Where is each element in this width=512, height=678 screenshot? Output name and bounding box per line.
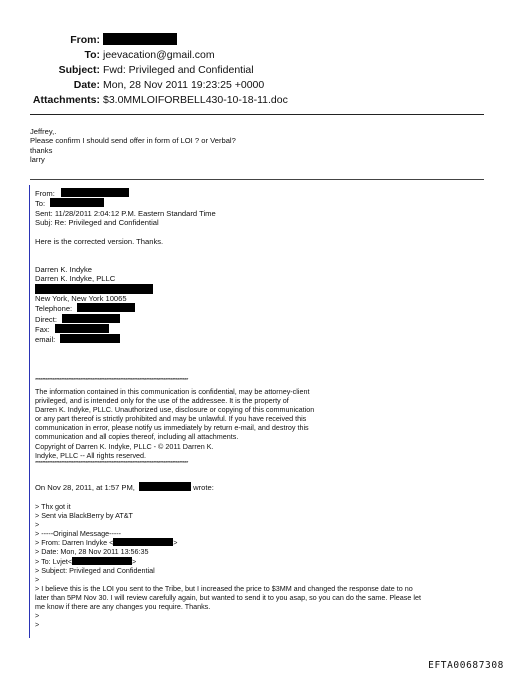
quoted-line: >: [35, 574, 40, 584]
disclaimer-line: The information contained in this communication is confidential, may be attorney-client: [35, 387, 310, 396]
quoted-line: >: [35, 520, 40, 530]
fwd-body: Here is the corrected version. Thanks.: [35, 237, 164, 246]
quote-bar: [29, 185, 30, 638]
to-value: jeevacation@gmail.com: [103, 49, 215, 61]
reply-on-suffix: wrote:: [193, 483, 214, 492]
sig-direct-redaction: [62, 314, 120, 323]
quoted-line: >: [35, 611, 40, 621]
quoted-to-text: > To: Lvjet<: [35, 556, 73, 566]
sig-name: Darren K. Indyke: [35, 265, 92, 274]
intro-line: thanks: [30, 145, 53, 155]
quoted-line: > Sent via BlackBerry by AT&T: [35, 511, 133, 521]
reply-on-prefix: On Nov 28, 2011, at 1:57 PM,: [35, 483, 135, 492]
fwd-from-label: From:: [35, 189, 55, 198]
intro-line: Jeffrey,.: [30, 127, 57, 136]
fwd-to-row: [35, 198, 216, 208]
quoted-to-row: [35, 557, 421, 566]
quoted-line: > Thx got it: [35, 502, 71, 511]
quoted-from-end: >: [173, 538, 178, 548]
intro-block: [30, 127, 236, 165]
date-label: Date:: [73, 79, 100, 91]
fwd-from-row: [35, 188, 216, 198]
disclaimer-line: or any part thereof is strictly prohibited and may be unlawful. If you have received this: [35, 414, 307, 424]
sig-firm: Darren K. Indyke, PLLC: [35, 274, 116, 284]
quoted-line: me know if there are any changes you require. Thanks.: [35, 602, 211, 612]
quoted-to-redaction: [72, 557, 132, 565]
quoted-line: later than 5PM Nov 30. I will review carefully again, but wanted to send it to you asap, so you can do the same. Please let: [35, 592, 421, 602]
quoted-to-end: >: [132, 556, 137, 566]
from-redaction: [103, 33, 177, 45]
sig-email-label: email:: [35, 335, 56, 345]
quoted-line: > -----Original Message-----: [35, 529, 122, 539]
sig-address-redaction: [35, 284, 153, 294]
forwarded-header: [35, 188, 216, 228]
disclaimer-line: privileged, and is intended only for the use of the addressee. It is the property of: [35, 396, 289, 406]
disclaimer-line: Copyright of Darren K. Indyke, PLLC - © 2011 Darren K.: [35, 441, 214, 451]
reply-sender-redaction: [139, 482, 191, 491]
sig-fax-row: [35, 324, 153, 334]
sig-telephone-redaction: [77, 303, 135, 312]
attachments-value: $3.0MMLOIFORBELL430-10-18-11.doc: [103, 94, 288, 106]
reply-on-line: [35, 482, 214, 492]
quoted-from-text: > From: Darren Indyke <: [35, 538, 114, 548]
disclaimer-line: communication in error, please notify us immediately by return e-mail, and destroy this: [35, 423, 309, 433]
fwd-to-label: To:: [35, 199, 46, 209]
header-divider: [30, 114, 484, 115]
disclaimer-bottom-stars: ****************************************************************************************: [35, 461, 188, 467]
quoted-line: > Subject: Privileged and Confidential: [35, 565, 155, 575]
quoted-line: >: [35, 620, 40, 630]
quoted-line: > I believe this is the LOI you sent to the Tribe, but I increased the price to $3MM and changed the response date to no: [35, 583, 413, 593]
sig-email-redaction: [60, 334, 120, 343]
from-label: From:: [70, 34, 100, 46]
document-id: EFTA00687308: [428, 660, 504, 671]
sig-city: New York, New York 10065: [35, 293, 127, 303]
quoted-from-redaction: [113, 538, 173, 546]
fwd-to-redaction: [50, 198, 104, 207]
sig-telephone-row: [35, 303, 153, 313]
disclaimer-line: Darren K. Indyke, PLLC. Unauthorized use, disclosure or copying of this communication: [35, 405, 315, 415]
intro-line: Please confirm I should send offer in form of LOI ? or Verbal?: [30, 136, 236, 146]
quoted-from-row: [35, 538, 421, 547]
sig-fax-redaction: [55, 324, 109, 333]
fwd-subj: Subj: Re: Privileged and Confidential: [35, 218, 159, 228]
sig-direct-row: [35, 314, 153, 324]
quoted-line: > Date: Mon, 28 Nov 2011 13:56:35: [35, 547, 149, 557]
attachments-label: Attachments:: [32, 94, 100, 106]
intro-divider: [30, 179, 484, 180]
sig-address-redaction-row: [35, 284, 153, 294]
sig-email-row: [35, 334, 153, 344]
signature-block: [35, 265, 153, 345]
sig-telephone-label: Telephone:: [35, 304, 73, 314]
disclaimer-top-stars: ****************************************************************************************: [35, 378, 188, 384]
to-label: To:: [84, 49, 100, 61]
subject-label: Subject:: [58, 64, 100, 76]
disclaimer-line: communication and all copies thereof, including all attachments.: [35, 432, 239, 442]
quoted-block: [35, 502, 421, 629]
date-value: Mon, 28 Nov 2011 19:23:25 +0000: [103, 79, 265, 91]
disclaimer-line: Indyke, PLLC -- All rights reserved.: [35, 450, 147, 460]
fwd-from-redaction: [61, 188, 129, 197]
disclaimer-block: [35, 387, 314, 460]
sig-fax-label: Fax:: [35, 325, 50, 335]
fwd-sent: Sent: 11/28/2011 2:04:12 P.M. Eastern Standard Time: [35, 208, 216, 218]
intro-line: larry: [30, 155, 45, 165]
subject-value: Fwd: Privileged and Confidential: [103, 64, 254, 76]
sig-direct-label: Direct:: [35, 314, 57, 324]
